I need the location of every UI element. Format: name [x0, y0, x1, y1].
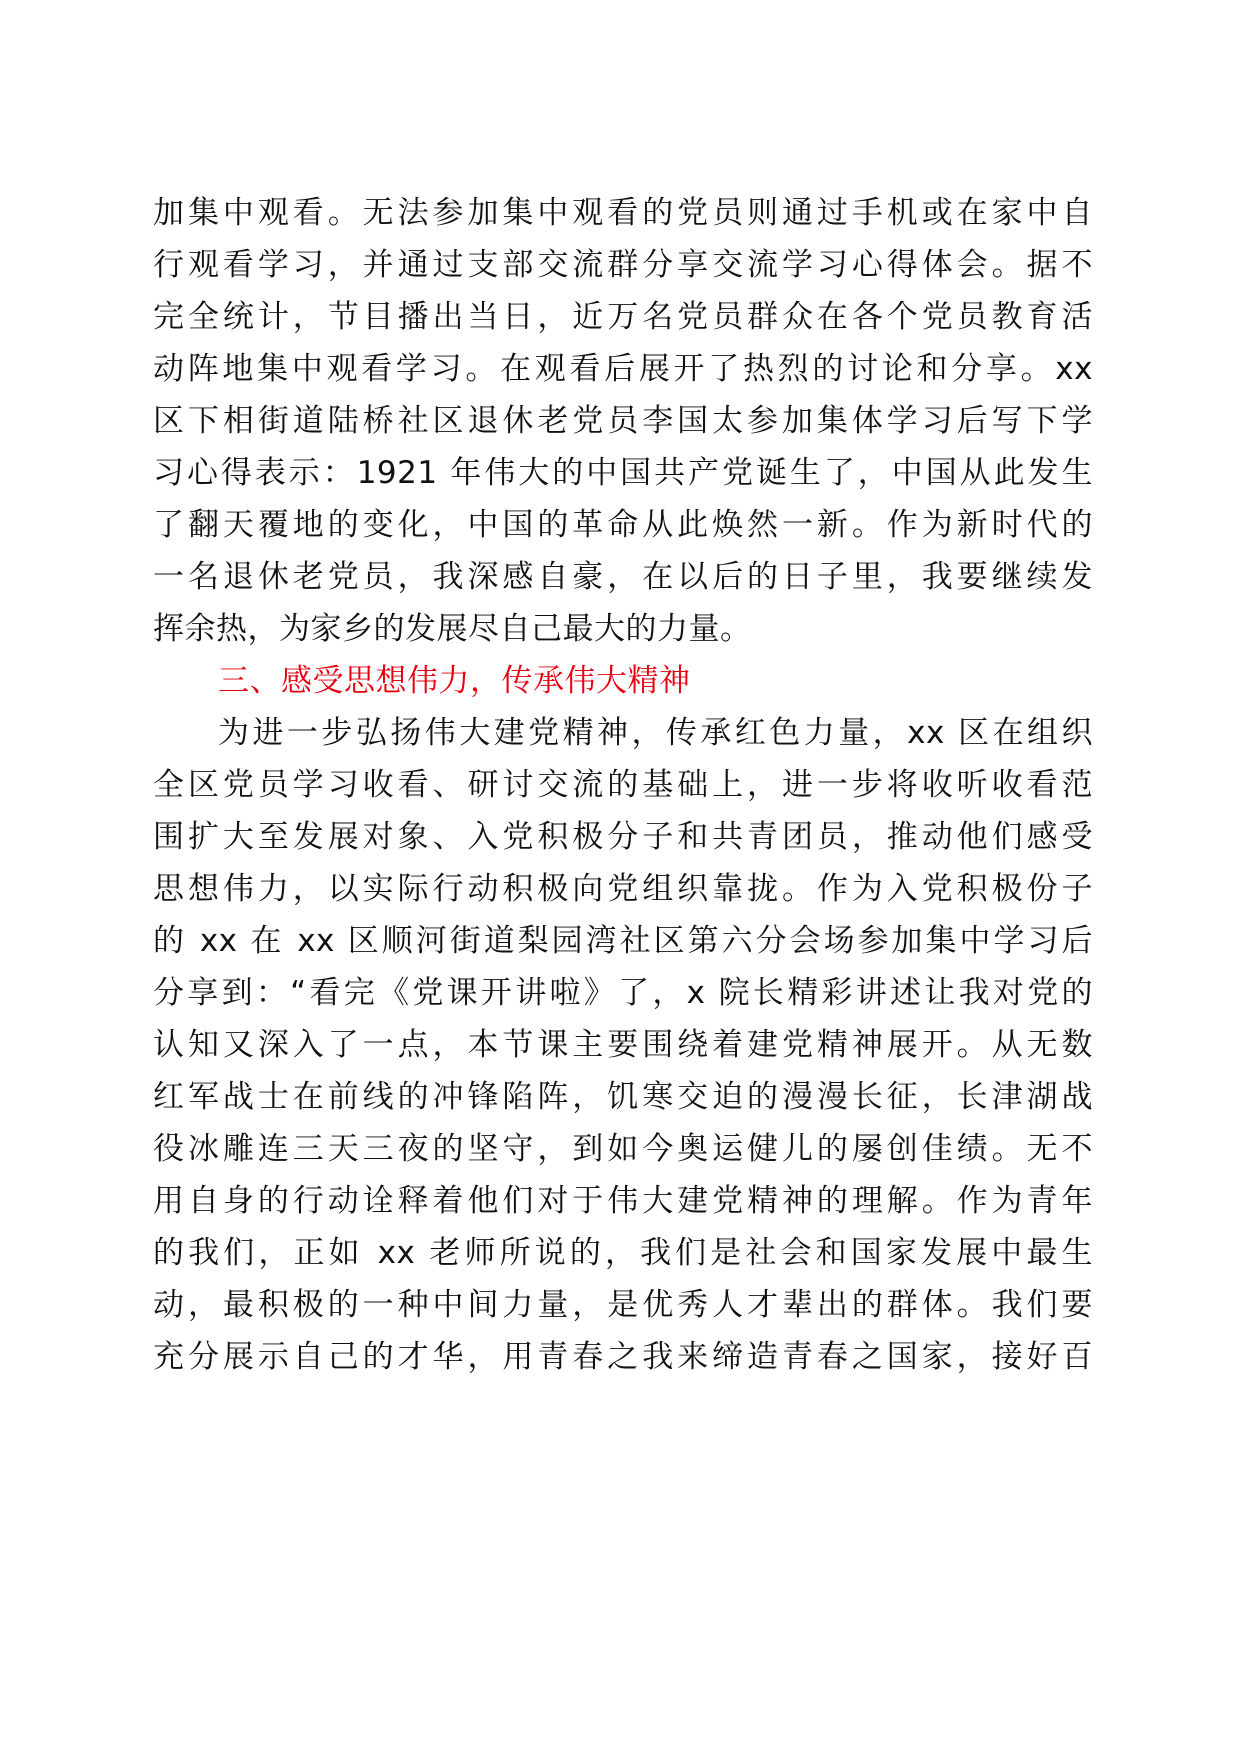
paragraph-line: 充分展示自己的才华，用青春之我来缔造青春之国家，接好百 — [153, 1339, 1093, 1375]
paragraph-line: 认知又深入了一点，本节课主要围绕着建党精神展开。从无数 — [153, 1027, 1093, 1063]
paragraph-line: 的我们，正如 xx 老师所说的，我们是社会和国家发展中最生 — [153, 1235, 1093, 1271]
section-heading: 三、感受思想伟力，传承伟大精神 — [218, 663, 691, 699]
paragraph-line: 思想伟力，以实际行动积极向党组织靠拢。作为入党积极份子 — [153, 871, 1093, 907]
paragraph-line: 挥余热，为家乡的发展尽自己最大的力量。 — [153, 611, 752, 647]
paragraph-line: 动阵地集中观看学习。在观看后展开了热烈的讨论和分享。xx — [153, 351, 1093, 387]
paragraph-line: 完全统计，节目播出当日，近万名党员群众在各个党员教育活 — [153, 299, 1093, 335]
paragraph-line: 的 xx 在 xx 区顺河街道梨园湾社区第六分会场参加集中学习后 — [153, 923, 1093, 959]
paragraph-line: 一名退休老党员，我深感自豪，在以后的日子里，我要继续发 — [153, 559, 1093, 595]
paragraph-line: 役冰雕连三天三夜的坚守，到如今奥运健儿的屡创佳绩。无不 — [153, 1131, 1093, 1167]
paragraph-line: 全区党员学习收看、研讨交流的基础上，进一步将收听收看范 — [153, 767, 1093, 803]
paragraph-line: 区下相街道陆桥社区退休老党员李国太参加集体学习后写下学 — [153, 403, 1093, 439]
paragraph-line: 习心得表示：1921 年伟大的中国共产党诞生了，中国从此发生 — [153, 455, 1093, 491]
paragraph-line: 行观看学习，并通过支部交流群分享交流学习心得体会。据不 — [153, 247, 1093, 283]
paragraph-line: 围扩大至发展对象、入党积极分子和共青团员，推动他们感受 — [153, 819, 1093, 855]
paragraph-line: 动，最积极的一种中间力量，是优秀人才辈出的群体。我们要 — [153, 1287, 1093, 1323]
paragraph-line: 加集中观看。无法参加集中观看的党员则通过手机或在家中自 — [153, 195, 1093, 231]
paragraph-line: 分享到：“看完《党课开讲啦》了，x 院长精彩讲述让我对党的 — [153, 975, 1093, 1011]
paragraph-line: 用自身的行动诠释着他们对于伟大建党精神的理解。作为青年 — [153, 1183, 1093, 1219]
paragraph-line: 红军战士在前线的冲锋陷阵，饥寒交迫的漫漫长征，长津湖战 — [153, 1079, 1093, 1115]
paragraph-line: 了翻天覆地的变化，中国的革命从此焕然一新。作为新时代的 — [153, 507, 1093, 543]
paragraph-line: 为进一步弘扬伟大建党精神，传承红色力量，xx 区在组织 — [218, 715, 1093, 751]
